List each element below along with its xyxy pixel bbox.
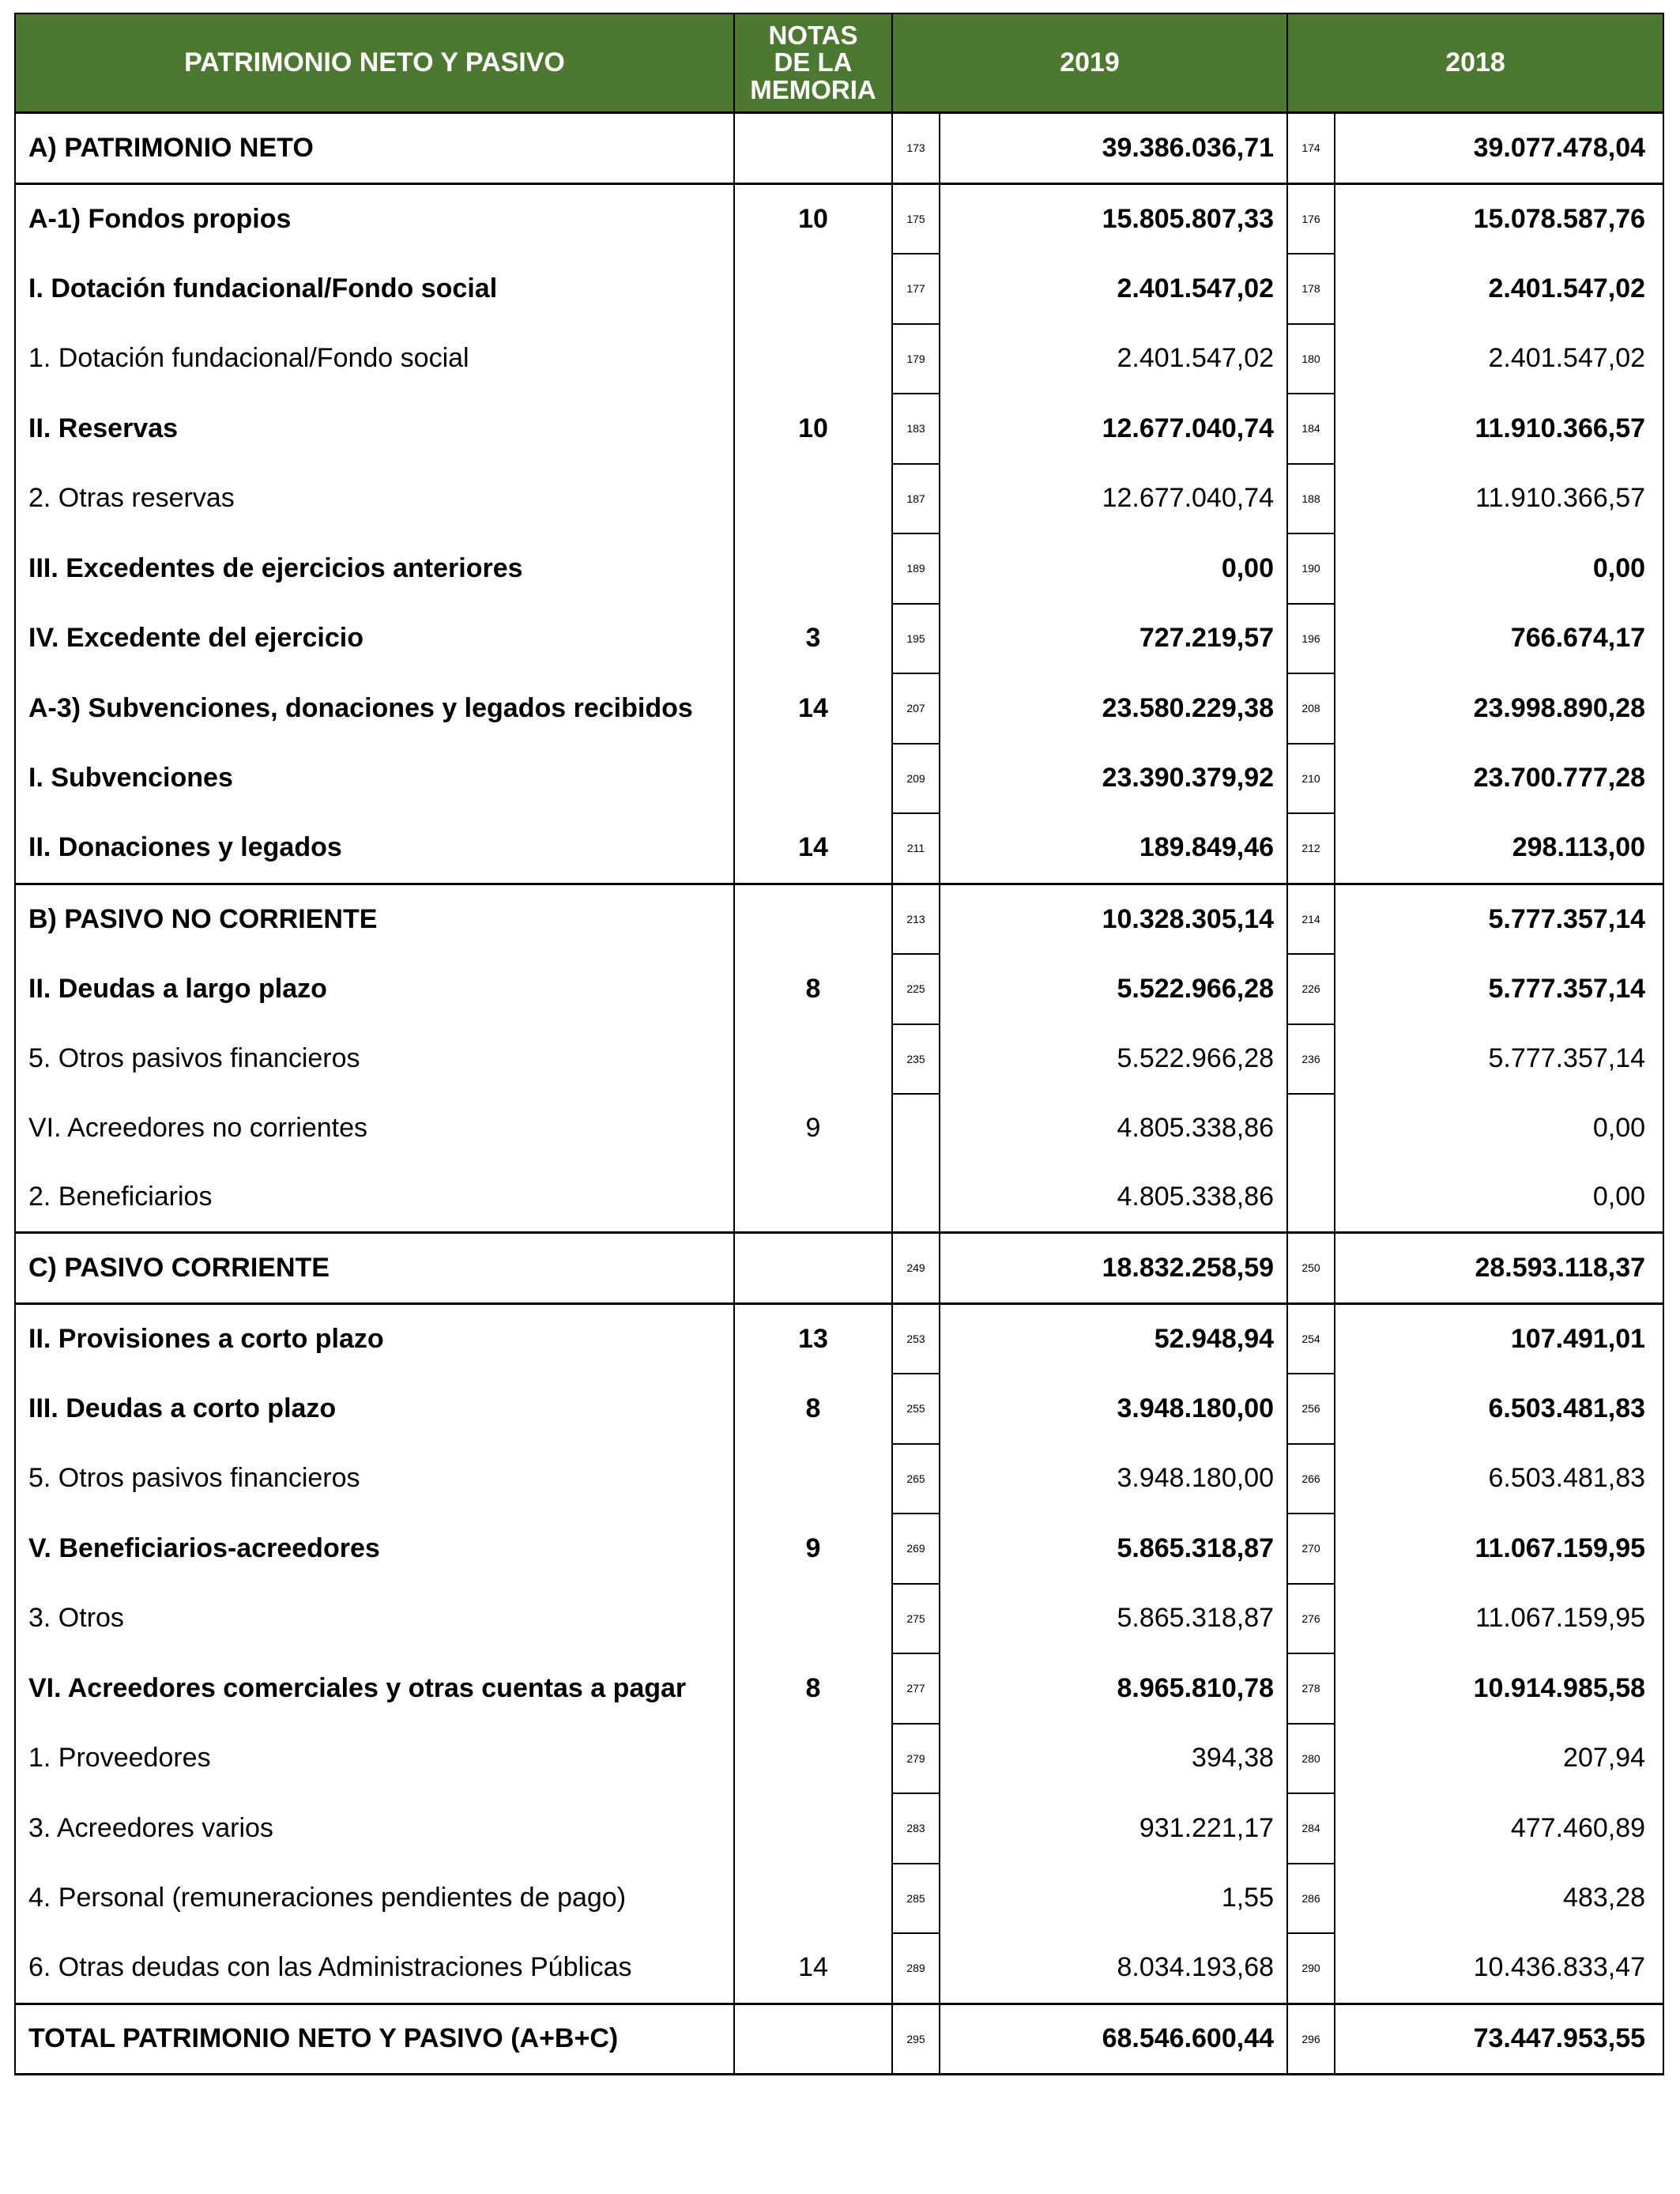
row-code-2018: 236 <box>1287 1024 1335 1095</box>
row-value-2018: 107.491,01 <box>1335 1303 1663 1374</box>
table-row <box>15 1163 1663 1233</box>
row-value-2018: 10.914.985,58 <box>1335 1653 1663 1724</box>
row-value-2018: 5.777.357,14 <box>1335 1024 1663 1095</box>
row-value-2018: 766.674,17 <box>1335 604 1663 674</box>
row-value-2018: 11.067.159,95 <box>1335 1584 1663 1654</box>
row-code-2019: 255 <box>892 1374 940 1444</box>
row-note <box>734 1864 892 1934</box>
row-note: 13 <box>734 1303 892 1374</box>
row-code-2019: 289 <box>892 1933 940 2004</box>
row-value-2018: 73.447.953,55 <box>1335 2004 1663 2075</box>
table-row <box>15 533 1663 604</box>
table-row <box>15 254 1663 324</box>
row-value-2019: 39.386.036,71 <box>940 113 1287 184</box>
row-note <box>734 1163 892 1233</box>
row-value-2019: 12.677.040,74 <box>940 394 1287 464</box>
row-value-2019: 3.948.180,00 <box>940 1444 1287 1514</box>
row-code-2019: 175 <box>892 183 940 254</box>
row-code-2018: 266 <box>1287 1444 1335 1514</box>
row-label: C) PASIVO CORRIENTE <box>15 1233 734 1304</box>
row-value-2019: 18.832.258,59 <box>940 1233 1287 1304</box>
row-label: II. Deudas a largo plazo <box>15 954 734 1024</box>
row-code-2019: 275 <box>892 1584 940 1654</box>
table-row <box>15 1024 1663 1095</box>
table-row <box>15 604 1663 674</box>
row-label: VI. Acreedores comerciales y otras cuentas a pagar <box>15 1653 734 1724</box>
table-row <box>15 673 1663 744</box>
row-value-2019: 0,00 <box>940 533 1287 604</box>
row-label: 3. Acreedores varios <box>15 1793 734 1864</box>
row-code-2018: 184 <box>1287 394 1335 464</box>
row-code-2018: 296 <box>1287 2004 1335 2075</box>
row-value-2019: 12.677.040,74 <box>940 464 1287 534</box>
row-label: VI. Acreedores no corrientes <box>15 1094 734 1163</box>
row-value-2019: 931.221,17 <box>940 1793 1287 1864</box>
row-code-2018: 188 <box>1287 464 1335 534</box>
row-code-2019: 253 <box>892 1303 940 1374</box>
row-value-2018: 15.078.587,76 <box>1335 183 1663 254</box>
row-code-2018: 286 <box>1287 1864 1335 1934</box>
row-code-2019: 295 <box>892 2004 940 2075</box>
table-row <box>15 2004 1663 2075</box>
row-value-2018: 11.910.366,57 <box>1335 394 1663 464</box>
row-code-2019: 279 <box>892 1724 940 1794</box>
header-year-2018: 2018 <box>1287 13 1663 113</box>
row-note: 10 <box>734 394 892 464</box>
row-label: A-3) Subvenciones, donaciones y legados recibidos <box>15 673 734 744</box>
row-code-2019: 225 <box>892 954 940 1024</box>
row-note: 14 <box>734 813 892 884</box>
row-value-2019: 68.546.600,44 <box>940 2004 1287 2075</box>
table-row <box>15 1094 1663 1163</box>
row-label: II. Provisiones a corto plazo <box>15 1303 734 1374</box>
table-row <box>15 113 1663 184</box>
row-value-2019: 5.522.966,28 <box>940 1024 1287 1095</box>
row-value-2019: 8.965.810,78 <box>940 1653 1287 1724</box>
row-code-2019 <box>892 1163 940 1233</box>
row-note: 8 <box>734 1653 892 1724</box>
row-label: II. Donaciones y legados <box>15 813 734 884</box>
row-code-2019: 285 <box>892 1864 940 1934</box>
row-value-2019: 8.034.193,68 <box>940 1933 1287 2004</box>
row-label: 1. Dotación fundacional/Fondo social <box>15 324 734 394</box>
table-row <box>15 884 1663 954</box>
row-code-2018: 210 <box>1287 744 1335 814</box>
row-code-2019: 173 <box>892 113 940 184</box>
table-row <box>15 1303 1663 1374</box>
header-concept: PATRIMONIO NETO Y PASIVO <box>15 13 734 113</box>
row-value-2018: 477.460,89 <box>1335 1793 1663 1864</box>
row-label: 2. Beneficiarios <box>15 1163 734 1233</box>
balance-sheet-table <box>14 13 1664 2075</box>
row-label: A) PATRIMONIO NETO <box>15 113 734 184</box>
row-label: 5. Otros pasivos financieros <box>15 1024 734 1095</box>
row-label: III. Excedentes de ejercicios anteriores <box>15 533 734 604</box>
row-code-2018: 214 <box>1287 884 1335 954</box>
row-code-2018: 178 <box>1287 254 1335 324</box>
row-code-2019: 187 <box>892 464 940 534</box>
row-note <box>734 254 892 324</box>
row-code-2018: 180 <box>1287 324 1335 394</box>
row-code-2019: 265 <box>892 1444 940 1514</box>
row-code-2019: 269 <box>892 1514 940 1584</box>
table-header-row <box>15 13 1663 113</box>
row-label: I. Dotación fundacional/Fondo social <box>15 254 734 324</box>
row-note: 3 <box>734 604 892 674</box>
row-code-2019: 195 <box>892 604 940 674</box>
row-code-2019: 283 <box>892 1793 940 1864</box>
row-label: A-1) Fondos propios <box>15 183 734 254</box>
row-code-2019: 249 <box>892 1233 940 1304</box>
table-row <box>15 1444 1663 1514</box>
table-row <box>15 183 1663 254</box>
row-note <box>734 464 892 534</box>
row-value-2018: 207,94 <box>1335 1724 1663 1794</box>
row-code-2018: 190 <box>1287 533 1335 604</box>
row-note: 10 <box>734 183 892 254</box>
row-note: 14 <box>734 1933 892 2004</box>
row-value-2018: 2.401.547,02 <box>1335 324 1663 394</box>
row-note <box>734 1793 892 1864</box>
row-value-2018: 6.503.481,83 <box>1335 1374 1663 1444</box>
row-code-2018: 208 <box>1287 673 1335 744</box>
row-code-2019: 177 <box>892 254 940 324</box>
row-code-2018 <box>1287 1163 1335 1233</box>
row-label: 6. Otras deudas con las Administraciones Públicas <box>15 1933 734 2004</box>
row-code-2018: 174 <box>1287 113 1335 184</box>
table-row <box>15 1374 1663 1444</box>
row-label: II. Reservas <box>15 394 734 464</box>
header-year-2019: 2019 <box>892 13 1287 113</box>
row-code-2018: 256 <box>1287 1374 1335 1444</box>
row-label: IV. Excedente del ejercicio <box>15 604 734 674</box>
row-value-2018: 23.998.890,28 <box>1335 673 1663 744</box>
table-row <box>15 1724 1663 1794</box>
row-note <box>734 533 892 604</box>
table-row <box>15 1793 1663 1864</box>
table-row <box>15 1514 1663 1584</box>
table-row <box>15 1584 1663 1654</box>
row-code-2019: 277 <box>892 1653 940 1724</box>
row-label: 4. Personal (remuneraciones pendientes de pago) <box>15 1864 734 1934</box>
row-value-2018: 0,00 <box>1335 1094 1663 1163</box>
table-row <box>15 813 1663 884</box>
row-code-2018: 254 <box>1287 1303 1335 1374</box>
row-value-2019: 189.849,46 <box>940 813 1287 884</box>
row-value-2018: 5.777.357,14 <box>1335 954 1663 1024</box>
table-row <box>15 1233 1663 1304</box>
row-label: I. Subvenciones <box>15 744 734 814</box>
row-value-2019: 2.401.547,02 <box>940 324 1287 394</box>
row-note <box>734 1444 892 1514</box>
row-label: 2. Otras reservas <box>15 464 734 534</box>
row-value-2018: 10.436.833,47 <box>1335 1933 1663 2004</box>
row-code-2018: 196 <box>1287 604 1335 674</box>
row-value-2019: 10.328.305,14 <box>940 884 1287 954</box>
header-notes-line-2: DE LA <box>774 47 853 77</box>
row-note <box>734 113 892 184</box>
row-value-2019: 727.219,57 <box>940 604 1287 674</box>
row-note <box>734 1584 892 1654</box>
row-code-2018: 226 <box>1287 954 1335 1024</box>
row-value-2019: 2.401.547,02 <box>940 254 1287 324</box>
row-value-2018: 28.593.118,37 <box>1335 1233 1663 1304</box>
table-row <box>15 324 1663 394</box>
table-row <box>15 954 1663 1024</box>
row-value-2018: 11.067.159,95 <box>1335 1514 1663 1584</box>
row-label: 5. Otros pasivos financieros <box>15 1444 734 1514</box>
header-notes-line-1: NOTAS <box>768 20 858 50</box>
row-code-2019: 207 <box>892 673 940 744</box>
row-label: III. Deudas a corto plazo <box>15 1374 734 1444</box>
row-value-2018: 298.113,00 <box>1335 813 1663 884</box>
row-note <box>734 1024 892 1095</box>
row-value-2019: 1,55 <box>940 1864 1287 1934</box>
row-label: B) PASIVO NO CORRIENTE <box>15 884 734 954</box>
row-note <box>734 1233 892 1304</box>
row-note <box>734 884 892 954</box>
row-value-2019: 4.805.338,86 <box>940 1094 1287 1163</box>
row-value-2019: 23.580.229,38 <box>940 673 1287 744</box>
row-note <box>734 324 892 394</box>
row-value-2019: 394,38 <box>940 1724 1287 1794</box>
table-row <box>15 1864 1663 1934</box>
row-code-2019: 213 <box>892 884 940 954</box>
row-value-2018: 0,00 <box>1335 1163 1663 1233</box>
row-value-2018: 39.077.478,04 <box>1335 113 1663 184</box>
row-note <box>734 2004 892 2075</box>
row-value-2018: 23.700.777,28 <box>1335 744 1663 814</box>
row-code-2018: 284 <box>1287 1793 1335 1864</box>
row-code-2019: 209 <box>892 744 940 814</box>
row-value-2018: 483,28 <box>1335 1864 1663 1934</box>
row-code-2019: 183 <box>892 394 940 464</box>
row-code-2019: 235 <box>892 1024 940 1095</box>
row-value-2018: 11.910.366,57 <box>1335 464 1663 534</box>
row-code-2018: 278 <box>1287 1653 1335 1724</box>
row-value-2019: 52.948,94 <box>940 1303 1287 1374</box>
row-value-2018: 2.401.547,02 <box>1335 254 1663 324</box>
row-code-2018 <box>1287 1094 1335 1163</box>
row-note <box>734 744 892 814</box>
table-row <box>15 1653 1663 1724</box>
row-value-2019: 4.805.338,86 <box>940 1163 1287 1233</box>
row-value-2019: 5.865.318,87 <box>940 1584 1287 1654</box>
row-code-2019: 179 <box>892 324 940 394</box>
row-note <box>734 1724 892 1794</box>
row-value-2019: 15.805.807,33 <box>940 183 1287 254</box>
row-code-2019: 211 <box>892 813 940 884</box>
row-label: TOTAL PATRIMONIO NETO Y PASIVO (A+B+C) <box>15 2004 734 2075</box>
table-row <box>15 464 1663 534</box>
row-label: V. Beneficiarios-acreedores <box>15 1514 734 1584</box>
row-note: 8 <box>734 1374 892 1444</box>
row-value-2019: 3.948.180,00 <box>940 1374 1287 1444</box>
row-code-2018: 290 <box>1287 1933 1335 2004</box>
row-code-2018: 276 <box>1287 1584 1335 1654</box>
header-notes <box>734 13 892 113</box>
row-note: 9 <box>734 1514 892 1584</box>
row-code-2018: 212 <box>1287 813 1335 884</box>
row-value-2018: 0,00 <box>1335 533 1663 604</box>
row-value-2019: 5.865.318,87 <box>940 1514 1287 1584</box>
row-code-2018: 250 <box>1287 1233 1335 1304</box>
row-code-2019 <box>892 1094 940 1163</box>
row-value-2018: 5.777.357,14 <box>1335 884 1663 954</box>
row-code-2018: 270 <box>1287 1514 1335 1584</box>
row-code-2019: 189 <box>892 533 940 604</box>
row-note: 14 <box>734 673 892 744</box>
table-row <box>15 394 1663 464</box>
row-code-2018: 280 <box>1287 1724 1335 1794</box>
row-value-2018: 6.503.481,83 <box>1335 1444 1663 1514</box>
row-note: 9 <box>734 1094 892 1163</box>
row-label: 1. Proveedores <box>15 1724 734 1794</box>
row-value-2019: 5.522.966,28 <box>940 954 1287 1024</box>
row-note: 8 <box>734 954 892 1024</box>
row-label: 3. Otros <box>15 1584 734 1654</box>
header-notes-line-3: MEMORIA <box>750 74 876 104</box>
table-row <box>15 1933 1663 2004</box>
table-row <box>15 744 1663 814</box>
row-value-2019: 23.390.379,92 <box>940 744 1287 814</box>
row-code-2018: 176 <box>1287 183 1335 254</box>
